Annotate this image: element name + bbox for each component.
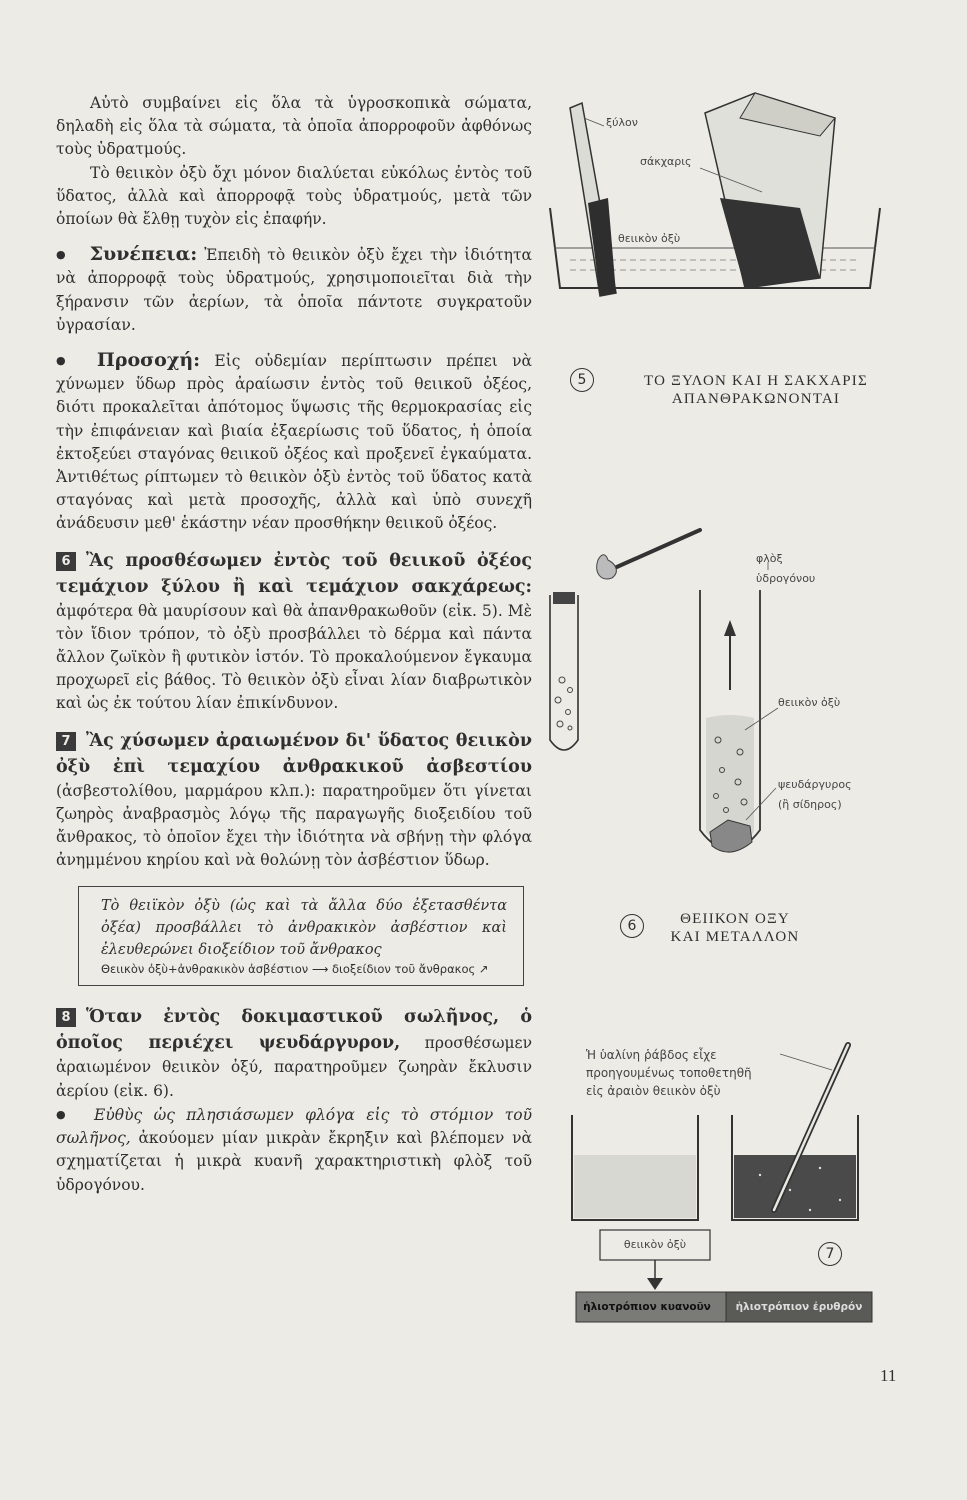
section-7: 7 Ἂς χύσωμεν ἀραιωμένον δι' ὕδατος θειικὸν ὀξὺ ἐπὶ τεμαχίου ἀνθρακικοῦ ἀσβεστίου (ἀσβεστολίθου, μαρμάρου κλπ.): παρατηροῦμεν ὅτι γίνεται ζωηρὸς ἀναβρασμὸς λόγῳ τῆς παραγωγῆς διοξειδίου τοῦ ἄνθρακος, τὸ ὁποῖον ἔχει τὴν ἰδιότητα νὰ σβήνῃ τὴν φλόγα ἀνημμένου κηρίου καὶ νὰ θολώνῃ τὸν ἀσβέστιον ὕδωρ. — [56, 730, 532, 870]
page-number: 11 — [880, 1366, 897, 1385]
fig7-number: 7 — [818, 1242, 842, 1266]
section-6-heading: Ἂς προσθέσωμεν ἐντὸς τοῦ θειικοῦ ὀξέος τεμάχιον ξύλου ἢ καὶ τεμάχιον σακχάρεως: — [56, 550, 532, 597]
section-7-heading: Ἂς χύσωμεν ἀραιωμένον δι' ὕδατος θειικὸν ὀξὺ ἐπὶ τεμαχίου ἀνθρακικοῦ ἀσβεστίου — [56, 730, 532, 777]
paragraph-caution: ● Προσοχή: Εἰς οὐδεμίαν περίπτωσιν πρέπει νὰ χύνωμεν ὕδωρ πρὸς ἀραίωσιν ἐντὸς τοῦ θειικοῦ ὀξέος, διότι προκαλεῖται ἀπότομος ὕψωσις τῆς θερμοκρασίας εἰς τὴν ἐπιφάνειαν καὶ βιαία ἐξαερίωσις τοῦ ὕδατος, ἡ ὁποία ἐκτοξεύει σταγόνας θειικοῦ ὀξέος καὶ προξενεῖ ἐγκαύματα. Ἀντιθέτως ρίπτωμεν τὸ θειικὸν ὀξὺ ἐντὸς τοῦ ὕδατος κατὰ σταγόνας καὶ μετὰ προσοχῆς, ἀλλὰ καὶ ὑπὸ συνεχῆ ἀνάδευσιν μεθ' ἑκάστην νέαν προσθήκην θειικοῦ ὀξέος. — [56, 349, 532, 536]
fig7-label-acid: θειικὸν ὀξὺ — [623, 1238, 687, 1251]
fig6-label-flame: φλὸξ — [756, 552, 783, 565]
section-number-7: 7 — [56, 732, 76, 751]
fig7-note-line-3: εἰς ἀραιὸν θειικὸν ὀξὺ — [586, 1084, 721, 1098]
paragraph-absorbs-vapour: Τὸ θειικὸν ὀξὺ ὄχι μόνον διαλύεται εὐκόλως ἐντὸς τοῦ ὕδατος, ἀλλὰ καὶ ἀπορροφᾷ τοὺς ὑδρατμούς, μετὰ τῶν ὁποίων θὰ ἔλθῃ τυχὸν εἰς ἐπαφήν. — [56, 163, 532, 229]
summary-box — [78, 886, 524, 986]
section-8-heading: Ὅταν ἐντὸς δοκιμαστικοῦ σωλῆνος, ὁ ὁποῖος περιέχει ψευδάργυρον, — [56, 1007, 532, 1054]
figure-5-drawing — [530, 88, 930, 318]
paragraph-hydrogen-flame: ● Εὐθὺς ὡς πλησιάσωμεν φλόγα εἰς τὸ στόμιον τοῦ σωλῆνος, ἀκούομεν μίαν μικρὰν ἔκρηξιν καὶ βλέπομεν νὰ σχηματίζεται ἡ μικρὰ κυανῆ χαρακτηριστικὴ φλὸξ τοῦ ὑδρογόνου. — [56, 1103, 532, 1197]
fig7-note-line-2: προηγουμένως τοποθετηθῆ — [586, 1066, 752, 1080]
fig5-label-acid: θειικὸν ὀξὺ — [618, 232, 681, 245]
paragraph-hygroscopic: Αὐτὸ συμβαίνει εἰς ὅλα τὰ ὑγροσκοπικὰ σώματα, δηλαδὴ εἰς ὅλα τὰ σώματα, τὰ ὁποῖα ἀπορροφοῦν ἀφθόνως τοὺς ὑδρατμούς. — [56, 94, 532, 159]
caution-heading: Προσοχή: — [96, 349, 201, 372]
fig5-label-wood: ξύλον — [606, 116, 638, 129]
section-8: 8 Ὅταν ἐντὸς δοκιμαστικοῦ σωλῆνος, ὁ ὁποῖος περιέχει ψευδάργυρον, προσθέσωμεν ἀραιωμένον θειικὸν ὀξύ, παρατηροῦμεν ζωηρὰν ἔκλυσιν ἀερίου (εἰκ. 6). — [56, 1007, 532, 1100]
fig6-label-iron: (ἢ σίδηρος) — [778, 798, 842, 811]
fig7-strip-red-label: ἡλιοτρόπιον ἐρυθρόν — [735, 1301, 863, 1313]
text-column — [56, 92, 532, 1197]
consequence-heading: Συνέπεια: — [89, 243, 198, 266]
fig7-strip-blue-label: ἡλιοτρόπιον κυανοῦν — [583, 1301, 711, 1313]
fig6-match-flame — [597, 555, 617, 579]
fig5-number: 5 — [570, 368, 594, 392]
summary-box-text: Τὸ θειϊκὸν ὀξὺ (ὡς καὶ τὰ ἄλλα δύο ἐξετασθέντα ὀξέα) προσβάλλει τὸ ἀνθρακικὸν ἀσβέστιον καὶ ἐλευθερώνει διοξείδιον τοῦ ἄνθρακος — [101, 898, 507, 959]
figure-6-drawing — [540, 520, 870, 900]
reaction-formula: Θειικὸν ὀξὺ+ἀνθρακικὸν ἀσβέστιον ⟶ διοξείδιον τοῦ ἄνθρακος ↗ — [101, 962, 489, 977]
section-6: 6 Ἂς προσθέσωμεν ἐντὸς τοῦ θειικοῦ ὀξέος τεμάχιον ξύλου ἢ καὶ τεμάχιον σακχάρεως: ἀμφότερα θὰ μαυρίσουν καὶ θὰ ἀπανθρακωθοῦν (εἰκ. 5). Μὲ τὸν ἴδιον τρόπον, τὸ ὀξὺ προσβάλλει τὸ δέρμα καὶ πάντα ἄλλον ζωϊκὸν ἢ φυτικὸν ἱστόν. Τὸ προκαλούμενον ἔγκαυμα προχωρεῖ εἰς βάθος. Τὸ θειικὸν ὀξὺ εἶναι λίαν διαβρωτικὸν καὶ ὡς ἐκ τούτου λίαν ἐπικίνδυνον. — [56, 550, 532, 713]
figure-7-drawing — [560, 1040, 880, 1330]
fig7-note-line-1: Ἡ ὑαλίνη ῥάβδος εἶχε — [586, 1048, 717, 1062]
fig6-small-tube — [550, 595, 578, 750]
section-number-8: 8 — [56, 1008, 76, 1027]
fig6-caption: ΘΕΙΙΚΟΝ ΟΞΥ ΚΑΙ ΜΕΤΑΛΛΟΝ — [670, 911, 800, 945]
fig6-label-acid: θειικὸν ὀξὺ — [778, 696, 841, 709]
fig6-match — [610, 530, 700, 570]
fig5-caption: ΤΟ ΞΥΛΟΝ ΚΑΙ Η ΣΑΚΧΑΡΙΣ ΑΠΑΝΘΡΑΚΩΝΟΝΤΑΙ — [644, 373, 868, 407]
fig6-number: 6 — [620, 914, 644, 938]
section-number-6: 6 — [56, 552, 76, 571]
fig6-label-zinc: ψευδάργυρος — [778, 778, 852, 791]
paragraph-consequence: ● Συνέπεια: Ἐπειδὴ τὸ θειικὸν ὀξὺ ἔχει τὴν ἰδιότητα νὰ ἀπορροφᾷ τοὺς ὑδρατμούς, χρησιμοποιεῖται διὰ τὴν ξήρανσιν τῶν ἀερίων, τὰ ὁποῖα πάντοτε συγκρατοῦν ὑγρασίαν. — [56, 243, 532, 337]
fig5-label-sugar: σάκχαρις — [640, 155, 692, 168]
fig6-label-hydrogen: ὑδρογόνου — [756, 572, 816, 585]
hydrogen-flame-lead: Εὐθὺς ὡς πλησιάσωμεν φλόγα εἰς τὸ στόμιον τοῦ σωλῆνος, — [56, 1105, 532, 1148]
